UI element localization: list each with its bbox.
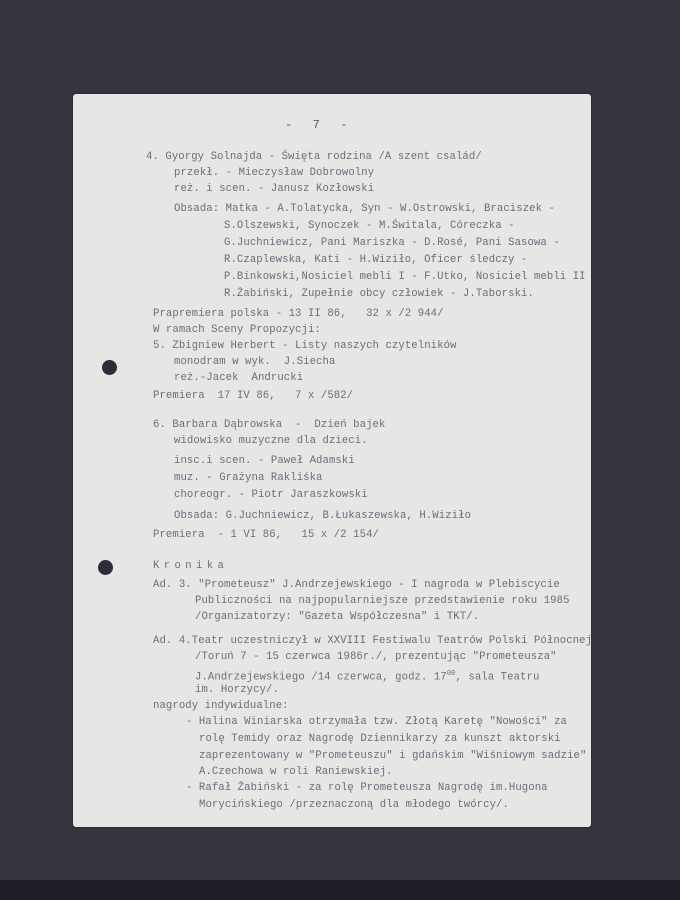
award-1-line: - Halina Winiarska otrzymała tzw. Złotą Karetę "Nowości" za	[186, 716, 567, 728]
ad-4-line: im. Horzycy/.	[195, 684, 279, 696]
ad-4-line-text: J.Andrzejewskiego /14 czerwca, godz. 17	[195, 671, 447, 684]
item-5-title: 5. Zbigniew Herbert - Listy naszych czytelników	[153, 340, 457, 352]
item-6-title: 6. Barbara Dąbrowska - Dzień bajek	[153, 419, 386, 431]
item-4-cast-line: Obsada: Matka - A.Tolatycka, Syn - W.Ostrowski, Braciszek -	[174, 203, 555, 215]
page-number: - 7 -	[285, 118, 350, 132]
punch-hole	[102, 360, 117, 375]
item-4-cast-line: P.Binkowski,Nosiciel mebli I - F.Utko, Nosiciel mebli II	[224, 271, 586, 283]
awards-heading: nagrody indywidualne:	[153, 700, 289, 712]
item-6-cast: Obsada: G.Juchniewicz, B.Łukaszewska, H.Wiziło	[174, 510, 472, 522]
award-1-line: zaprezentowany w "Prometeuszu" i gdańskim "Wiśniowym sadzie"	[199, 750, 587, 762]
item-6-staging: insc.i scen. - Paweł Adamski	[174, 455, 355, 467]
ad-3-line: /Organizatorzy: "Gazeta Współczesna" i TKT/.	[195, 611, 480, 623]
item-4-title: 4. Gyorgy Solnajda - Święta rodzina /A szent család/	[146, 151, 482, 163]
item-4-cast-line: G.Juchniewicz, Pani Mariszka - D.Rosé, Pani Sasowa -	[224, 237, 560, 249]
item-4-cast-line: S.Olszewski, Synoczek - M.Świtala, Córeczka -	[224, 220, 515, 232]
item-4-premiere: Prapremiera polska - 13 II 86, 32 x /2 944/	[153, 308, 444, 320]
item-5-premiere: Premiera 17 IV 86, 7 x /582/	[153, 390, 354, 402]
award-2-line: - Rafał Żabiński - za rolę Prometeusza Nagrodę im.Hugona	[186, 782, 548, 794]
item-4-cast-line: R.Czaplewska, Kati - H.Wiziło, Oficer śledczy -	[224, 254, 528, 266]
ad-4-line: /Toruń 7 - 15 czerwca 1986r./, prezentując "Prometeusza"	[195, 651, 557, 663]
ad-3-line: Ad. 3. "Prometeusz" J.Andrzejewskiego - I nagroda w Plebiscycie	[153, 579, 560, 591]
item-5-direction: reż.-Jacek Andrucki	[174, 372, 304, 384]
item-6-subtitle: widowisko muzyczne dla dzieci.	[174, 435, 368, 447]
award-2-line: Morycińskiego /przeznaczoną dla młodego twórcy/.	[199, 799, 509, 811]
award-1-line: rolę Temidy oraz Nagrodę Dziennikarzy za kunszt aktorski	[199, 733, 561, 745]
kronika-heading: Kronika	[153, 560, 229, 572]
item-6-premiere: Premiera - 1 VI 86, 15 x /2 154/	[153, 529, 380, 541]
scanner-bed-edge	[0, 880, 680, 900]
item-6-music: muz. - Grażyna Rakliśka	[174, 472, 323, 484]
item-6-choreography: choreogr. - Piotr Jaraszkowski	[174, 489, 368, 501]
ad-3-line: Publiczności na najpopularniejsze przedstawienie roku 1985	[195, 595, 570, 607]
time-superscript: 00	[446, 670, 456, 678]
award-1-line: A.Czechowa w roli Raniewskiej.	[199, 766, 393, 778]
item-4-translation: przekł. - Mieczysław Dobrowolny	[174, 167, 375, 179]
item-5-subtitle: monodram w wyk. J.Siecha	[174, 356, 336, 368]
item-4-direction: reż. i scen. - Janusz Kozłowski	[174, 183, 375, 195]
item-4-cast-line: R.Żabiński, Zupełnie obcy człowiek - J.Taborski.	[224, 288, 534, 300]
section-heading: W ramach Sceny Propozycji:	[153, 324, 321, 336]
ad-4-line	[195, 668, 539, 684]
ad-4-line-rest: , sala Teatru	[455, 671, 540, 684]
punch-hole	[98, 560, 113, 575]
ad-4-line: Ad. 4.Teatr uczestniczył w XXVIII Festiwalu Teatrów Polski Północnej	[153, 635, 593, 647]
document-page	[73, 94, 591, 827]
